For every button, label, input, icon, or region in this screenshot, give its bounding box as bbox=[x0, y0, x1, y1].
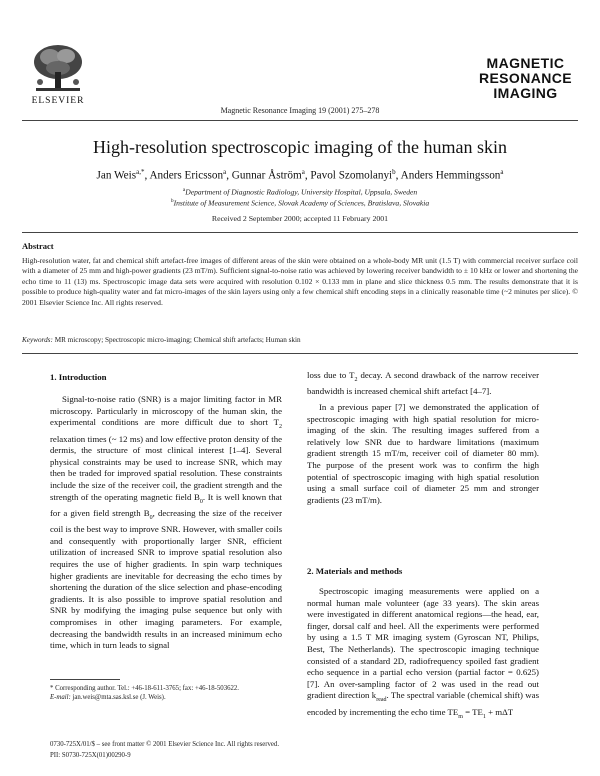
section-heading-introduction: 1. Introduction bbox=[50, 372, 107, 382]
text-run: . The spectral variable (chemical shift) was encoded by incrementing the echo time TE bbox=[307, 690, 539, 717]
abstract-heading: Abstract bbox=[22, 241, 54, 251]
text-run: . It is well known that for a given field strength B bbox=[50, 491, 282, 518]
received-dates: Received 2 September 2000; accepted 11 February 2001 bbox=[211, 214, 389, 223]
copyright-line: 0730-725X/01/$ – see front matter © 2001 Elsevier Science Inc. All rights reserved. bbox=[50, 741, 280, 748]
subscript: 1 bbox=[482, 713, 486, 720]
abstract-top-divider bbox=[22, 232, 578, 233]
subscript: 2 bbox=[354, 376, 358, 383]
author-name: Pavol Szomolanyi bbox=[310, 169, 393, 182]
intro-paragraph-1-continued bbox=[307, 370, 539, 506]
publisher-logo-text: ELSEVIER bbox=[31, 96, 85, 106]
journal-citation: Magnetic Resonance Imaging 19 (2001) 275–278 bbox=[220, 106, 380, 115]
paper-title: High-resolution spectroscopic imaging of the human skin bbox=[93, 137, 507, 157]
author-name: Gunnar Åström bbox=[231, 169, 302, 182]
affiliation-mark: a bbox=[182, 187, 186, 193]
journal-logo-line: RESONANCE bbox=[478, 70, 572, 86]
text-run: loss due to T bbox=[307, 370, 355, 380]
keywords-label: Keywords: bbox=[22, 336, 53, 344]
text-run: Spectroscopic imaging measurements were applied on a normal human male volunteer (age 33 years). The skin areas were investigated in different anatomical regions—the head, ear, finger, dorsal calf and heel. All the experiments were performed by using a 1.5 T MR imaging system (Gyroscan NT, Philips, Best, The Netherlands). The spectroscopic imaging technique consisted of a standard 2D, radiofrequency spoiled fast gradient echo sequence in a partial echo version (partial factor = 0.625) [7]. An over-sampling factor of 2 was used in the read out gradient direction k bbox=[307, 586, 539, 701]
affiliation-mark: b bbox=[170, 198, 174, 204]
methods-paragraph-1 bbox=[307, 586, 539, 723]
text-run: decay. A second drawback of the narrow receiver bandwidth is increased chemical shift artefact [4–7]. bbox=[307, 370, 540, 397]
author-name: Anders Hemmingsson bbox=[400, 169, 501, 182]
journal-logo-line: MAGNETIC bbox=[486, 55, 565, 71]
footnote-divider bbox=[50, 679, 120, 680]
author-affiliation-mark: a bbox=[500, 168, 504, 176]
author-affiliation-mark: a bbox=[301, 168, 305, 176]
author-name: Anders Ericsson bbox=[149, 169, 224, 182]
author-name: Jan Weis bbox=[96, 169, 137, 182]
section-heading-methods: 2. Materials and methods bbox=[307, 566, 403, 576]
elsevier-tree-logo bbox=[28, 42, 88, 94]
author-list: Jan Weis$^{a,*}$, Anders Ericsson$^a$, Gunnar Åström$^a$, Pavol Szomolanyi$^b$, Anders Hemmingsson$^a$ bbox=[96, 168, 504, 182]
journal-logo bbox=[479, 56, 572, 101]
intro-heading-wrap bbox=[50, 372, 282, 382]
author-affiliation-mark: a bbox=[223, 168, 227, 176]
affiliation-b bbox=[0, 198, 600, 208]
text-run: = TE bbox=[462, 706, 483, 717]
affiliation-text: Institute of Measurement Science, Slovak Academy of Sciences, Bratislava, Slovakia bbox=[173, 198, 430, 208]
journal-logo-line: IMAGING bbox=[493, 85, 558, 101]
intro-paragraph-1 bbox=[50, 394, 282, 652]
text-run: Signal-to-noise ratio (SNR) is a major limiting factor in MR microscopy. Particularly in microscopy of the human skin, the experimental conditions are more difficult due to short T bbox=[50, 394, 282, 428]
subscript: m bbox=[458, 713, 463, 720]
subscript: 0 bbox=[199, 498, 203, 505]
footnote bbox=[50, 684, 282, 702]
intro-paragraph-2: In a previous paper [7] we demonstrated the application of spectroscopic imaging with high spatial resolution for micro-imaging of the skin. The resulting images suffered from a relatively low SNR due to hardware limitations (maximum gradient strength 15 mT/m, receiver coil of diameter 80 mm). The purpose of the present work was to confirm the high potential of spectroscopic imaging with high spatial resolution using a small surface coil of diameter 25 mm and stronger gradients (23 mT/m). bbox=[307, 401, 539, 505]
pii-line: PII: S0730-725X(01)00290-9 bbox=[50, 752, 131, 759]
subscript: 0 bbox=[149, 514, 153, 521]
corresponding-author: * Corresponding author. Tel.: +46-18-611-3765; fax: +46-18-503622. bbox=[50, 685, 239, 692]
subscript: 2 bbox=[279, 423, 282, 430]
text-run: relaxation times (~ 12 ms) and low effective proton density of the dermis, the structure of most clinical interest [1–4]. Several physical constraints may be used to increase SNR, which may then be traded for improved spatial resolution. These constraints include the size of the receiver coil, the gradient strength and the strength of the operating magnetic field B bbox=[50, 433, 282, 502]
keywords-text: MR microscopy; Spectroscopic micro-imaging; Chemical shift artefacts; Human skin bbox=[54, 336, 301, 344]
text-run: + mΔT bbox=[485, 706, 514, 717]
author-affiliation-mark: b bbox=[392, 168, 396, 176]
affiliation-a bbox=[0, 187, 600, 197]
email-address: jan.weis@mta.sas.ksl.se (J. Weis). bbox=[72, 694, 166, 701]
keywords-line bbox=[22, 336, 301, 344]
email-label: E-mail: bbox=[50, 694, 71, 701]
affiliation-text: Department of Diagnostic Radiology, University Hospital, Uppsala, Sweden bbox=[185, 187, 418, 197]
subscript: read bbox=[376, 697, 387, 704]
abstract-text: High-resolution water, fat and chemical shift artefact-free images of different areas of the skin were obtained on a whole-body MR unit (1.5 T) with commercial receiver surface coil with a diameter of 25 mm and high-power gradients (23 mT/m). Sufficient signal-to-noise ratio was achieved by lowering receiver bandwidth to ± 10 kHz or lower and shortening the echo time to 11 (13) ms. Spectroscopic image data sets were acquired with resolution 0.102 × 0.133 mm in plane and slice thickness 0.5 mm. The results demonstrate that it is possible to produce high-quality water and fat micro-images of the skin layers using only a few chemical shift encoding steps in a clinically reasonable time (~2 minutes per slice). © 2001 Elsevier Science Inc. All rights reserved. bbox=[22, 256, 578, 307]
text-run: , decreasing the size of the receiver coil is the best way to improve SNR. However, with smaller coils and consequently with proportionally larger SNR, efficient utilization of increased SNR to improve spatial resolution also requires the use of higher gradients. In spin warp techniques higher gradients are inevitable for decreasing the echo times by shortening the duration of the slice selection and phase-encoding gradients. It is also possible to improve spatial resolution and SNR by modifying the imaging pulse sequence but only with compromises in other imaging parameters. For example, decreasing the bandwidth results in an increased minimum echo time, which in turn leads to signal bbox=[50, 507, 282, 651]
header-divider bbox=[22, 120, 578, 121]
abstract-bottom-divider bbox=[22, 353, 578, 354]
author-affiliation-mark: a,* bbox=[136, 168, 145, 176]
methods-heading-wrap bbox=[307, 566, 539, 576]
